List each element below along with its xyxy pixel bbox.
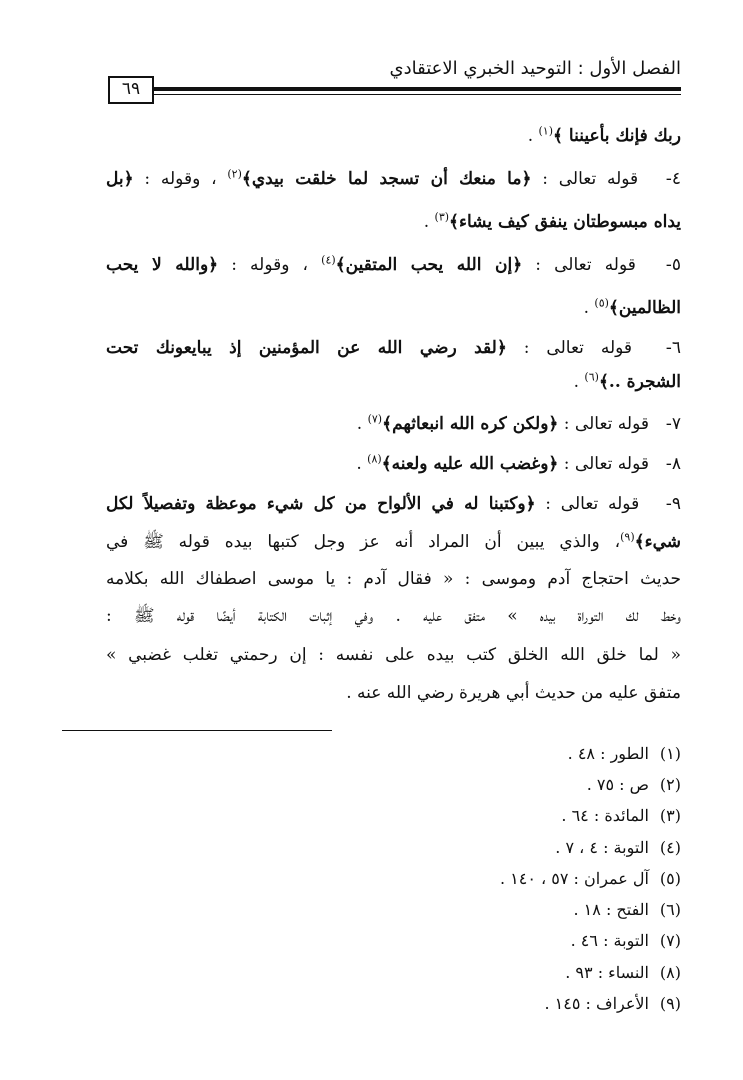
- quran-text: ولكن كره الله انبعاثهم: [392, 414, 549, 434]
- text-run: « لما خلق الله الخلق كتب بيده على نفسه : إن رحمتي تغلب غضبي »: [106, 645, 681, 665]
- footnote-text: التوبة : ٤ ، ٧ .: [555, 838, 649, 857]
- text-run: ، وقوله :: [218, 255, 309, 275]
- footnote-ref: (٩): [620, 530, 635, 544]
- footnote: [62, 925, 681, 956]
- ornate-bracket-open: ﴿: [525, 494, 536, 514]
- footnote-number: (٤): [659, 838, 681, 857]
- ornate-bracket-close: ﴾: [382, 414, 393, 434]
- quran-text: والله لا يحب: [106, 255, 209, 275]
- list-item-8: [106, 446, 681, 482]
- text-run: ، وقوله :: [133, 169, 217, 189]
- footnote-ref: (٦): [584, 370, 599, 384]
- list-item-6: [106, 330, 681, 366]
- ornate-bracket-open: ﴿: [208, 255, 219, 275]
- ornate-bracket-open: ﴿: [548, 414, 559, 434]
- item-number: ٨-: [665, 454, 681, 474]
- ornate-bracket-close: ﴾: [449, 212, 459, 232]
- footnote-text: ص : ٧٥ .: [586, 775, 649, 794]
- quran-text: إن الله يحب المتقين: [345, 255, 513, 275]
- footnote-ref: (٧): [367, 412, 383, 426]
- text-line: [106, 118, 681, 154]
- text-line: [106, 364, 681, 400]
- ornate-bracket-close: ﴾: [241, 169, 252, 189]
- text-line: [106, 290, 681, 326]
- ornate-bracket-open: ﴿: [521, 169, 532, 189]
- list-item-7: [106, 406, 681, 442]
- ornate-bracket-open: ﴿: [123, 169, 134, 189]
- footnote-number: (١): [659, 744, 681, 763]
- footnote-ref: (١): [538, 124, 554, 138]
- footnote-ref: (٥): [594, 296, 609, 310]
- footnote-text: المائدة : ٦٤ .: [561, 806, 649, 825]
- quran-text: ربك فإنك بأعيننا: [562, 126, 681, 146]
- text-line: [106, 675, 681, 711]
- page-number: ٦٩: [108, 76, 154, 104]
- footnote: [62, 800, 681, 831]
- footnote-ref: (٨): [367, 452, 382, 466]
- ornate-bracket-open: ﴿: [512, 255, 523, 275]
- footnote: [62, 863, 681, 894]
- item-number: ٦-: [665, 338, 681, 358]
- text-run: وخط لك التوراة بيده » متفق عليه . وفي إثبات الكتابة أيضًا قوله ﷺ :: [106, 606, 681, 626]
- text-line: [106, 561, 681, 597]
- footnote-text: النساء : ٩٣ .: [565, 963, 649, 982]
- footnote-divider: [62, 730, 332, 731]
- text-line: [106, 598, 681, 634]
- quran-text: شيء: [644, 532, 681, 552]
- quran-text: وغضب الله عليه ولعنه: [391, 454, 549, 474]
- footnote-number: (٩): [659, 994, 681, 1013]
- ornate-bracket-close: ﴾: [608, 298, 619, 318]
- quran-text: ما منعك أن تسجد لما خلقت بيدي: [251, 169, 522, 189]
- text-run: قوله تعالى :: [535, 494, 640, 514]
- text-run: قوله تعالى :: [522, 255, 636, 275]
- quran-text: بل: [106, 169, 124, 189]
- text-run: .: [527, 126, 539, 146]
- ornate-bracket-close: ﴾: [381, 454, 392, 474]
- footnote-text: الطور : ٤٨ .: [567, 744, 649, 763]
- header-rule-thick: [154, 87, 681, 91]
- text-run: قوله تعالى :: [558, 454, 649, 474]
- footnote: [62, 738, 681, 769]
- ornate-bracket-close: ﴾: [553, 126, 563, 146]
- quran-text: الشجرة ..: [608, 372, 681, 392]
- text-run: ، والذي يبين أن المراد أنه عز وجل كتبها بيده قوله ﷺ في: [106, 532, 621, 552]
- chapter-title: الفصل الأول : التوحيد الخبري الاعتقادي: [389, 58, 681, 79]
- ornate-bracket-close: ﴾: [598, 372, 609, 392]
- footnote-text: آل عمران : ٥٧ ، ١٤٠ .: [499, 869, 649, 888]
- ornate-bracket-close: ﴾: [335, 255, 346, 275]
- text-line: [106, 204, 681, 240]
- footnote: [62, 769, 681, 800]
- ornate-bracket-open: ﴿: [496, 338, 507, 358]
- footnote-number: (٦): [659, 900, 681, 919]
- text-run: قوله تعالى :: [558, 414, 649, 434]
- footnote-ref: (٢): [227, 167, 242, 181]
- text-run: قوله تعالى :: [506, 338, 633, 358]
- item-number: ٥-: [665, 255, 681, 275]
- footnote-text: الأعراف : ١٤٥ .: [544, 994, 649, 1013]
- text-run: متفق عليه من حديث أبي هريرة رضي الله عنه .: [346, 683, 681, 703]
- item-number: ٤-: [665, 169, 681, 189]
- text-line: [106, 524, 681, 560]
- footnote-number: (٧): [659, 931, 681, 950]
- list-item-5: [106, 247, 681, 283]
- text-run: حديث احتجاج آدم وموسى : « فقال آدم : يا موسى اصطفاك الله بكلامه: [106, 569, 681, 589]
- text-run: قوله تعالى :: [531, 169, 639, 189]
- quran-text: يداه مبسوطتان ينفق كيف يشاء: [459, 212, 681, 232]
- text-run: .: [583, 298, 595, 318]
- list-item-9: [106, 486, 681, 522]
- header-rule-thin: [154, 94, 681, 95]
- list-item-4: [106, 161, 681, 197]
- footnote-number: (٢): [659, 775, 681, 794]
- text-run: .: [356, 454, 368, 474]
- item-number: ٩-: [665, 494, 681, 514]
- text-line: [106, 637, 681, 673]
- ornate-bracket-open: ﴿: [548, 454, 559, 474]
- footnote-number: (٣): [659, 806, 681, 825]
- footnote: [62, 894, 681, 925]
- quran-text: وكتبنا له في الألواح من كل شيء موعظة وتفصيلاً لكل: [106, 494, 526, 514]
- quran-text: لقد رضي الله عن المؤمنين إذ يبايعونك تحت: [106, 338, 497, 358]
- footnote: [62, 957, 681, 988]
- footnote-number: (٥): [659, 869, 681, 888]
- footnote-text: الفتح : ١٨ .: [573, 900, 649, 919]
- text-run: .: [356, 414, 368, 434]
- footnote: [62, 988, 681, 1019]
- item-number: ٧-: [665, 414, 681, 434]
- text-run: .: [573, 372, 585, 392]
- footnote-text: التوبة : ٤٦ .: [570, 931, 649, 950]
- quran-text: الظالمين: [618, 298, 681, 318]
- text-run: .: [423, 212, 435, 232]
- ornate-bracket-close: ﴾: [634, 532, 645, 552]
- footnote-ref: (٤): [321, 253, 336, 267]
- footnote: [62, 832, 681, 863]
- footnote-ref: (٣): [434, 210, 450, 224]
- footnote-number: (٨): [659, 963, 681, 982]
